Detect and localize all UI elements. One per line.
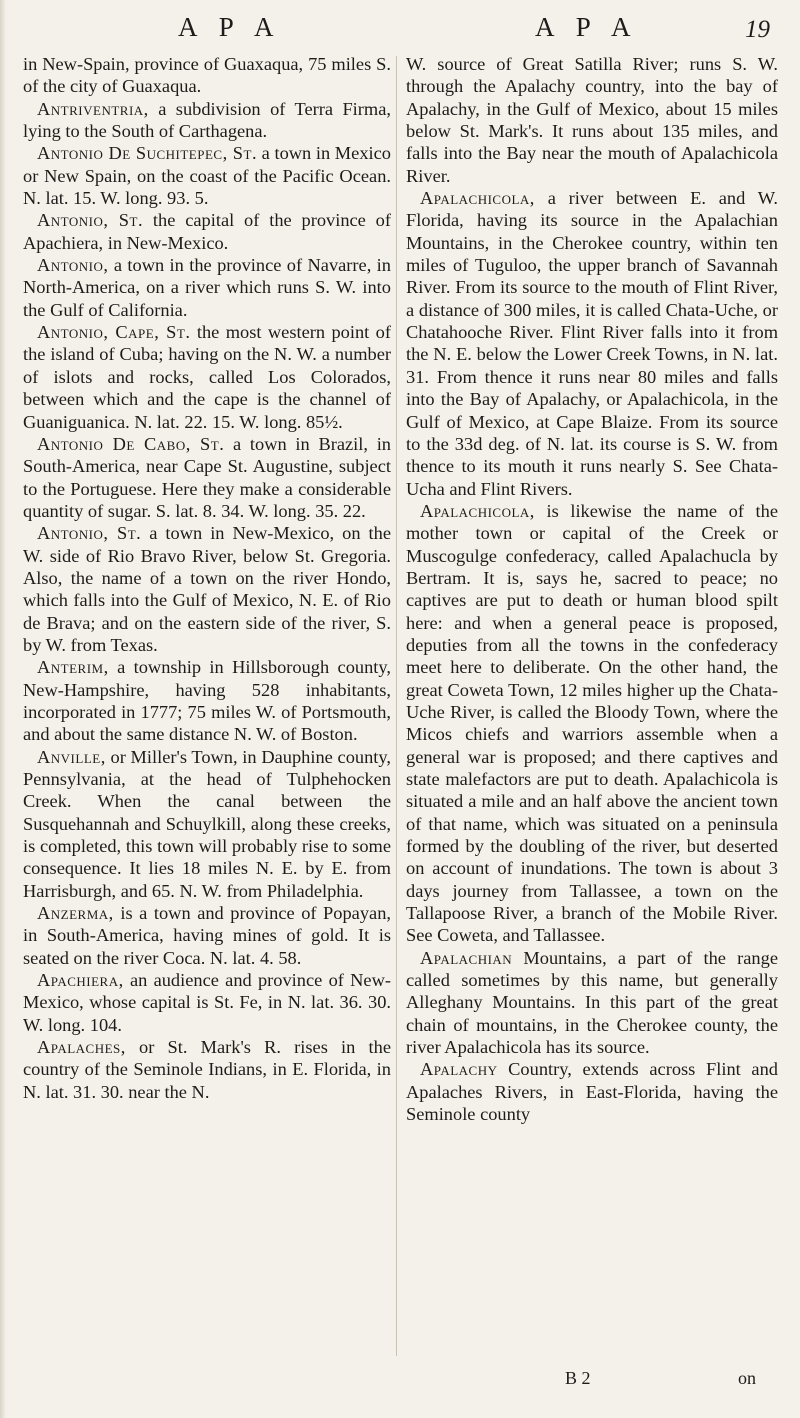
dictionary-entry <box>23 321 391 433</box>
right-column <box>406 53 778 1126</box>
page-number: 19 <box>745 16 770 43</box>
entry-text: Mountains, a part of the range called sometimes by this name, but generally Alleghany Mountains. In this part of the great chain of mountains, in the Cherokee county, the river Apalachicola has its source. <box>406 947 778 1058</box>
dictionary-entry <box>23 522 391 656</box>
entry-headword: Apalachicola, <box>420 500 535 521</box>
entry-headword: Apalaches, <box>37 1037 126 1058</box>
entry-headword: Antonio De Suchitepec, St. <box>37 143 258 164</box>
dictionary-entry <box>406 53 778 187</box>
dictionary-entry <box>23 656 391 745</box>
entry-headword: Anzerma, <box>37 903 114 924</box>
entry-text: the capital of the province of Apachiera, in New-Mexico. <box>23 210 391 253</box>
entry-text: or St. Mark's R. rises in the country of the Seminole Indians, in E. Florida, in N. lat. 31. 30. near the N. <box>23 1037 391 1102</box>
entry-text: a town in the province of Navarre, in North-America, on a river which runs S. W. into the Gulf of California. <box>23 255 391 320</box>
entry-text: is a town and province of Popayan, in South-America, having mines of gold. It is seated on the river Coca. N. lat. 4. 58. <box>23 903 391 968</box>
entry-headword: Anville, <box>37 746 106 767</box>
entry-headword: Antonio De Cabo, St. <box>37 433 225 454</box>
dictionary-entry <box>23 1036 391 1103</box>
catchword: on <box>738 1368 756 1388</box>
entry-text: W. source of Great Satilla River; runs S. W. through the Apalachy country, into the bay of Apalachy, in the Gulf of Mexico, about 15 miles below St. Mark's. It runs about 135 miles, and falls into the Bay near the mouth of Apalachicola River. <box>406 54 778 186</box>
entry-headword: Antonio, <box>37 255 109 276</box>
entry-headword: Apachiera, <box>37 970 124 991</box>
dictionary-entry <box>23 433 391 522</box>
dictionary-entry <box>23 746 391 902</box>
dictionary-entry <box>23 142 391 209</box>
entry-headword: Apalachy <box>420 1059 498 1080</box>
dictionary-entry <box>23 209 391 254</box>
entry-headword: Antonio, St. <box>37 210 144 231</box>
dictionary-entry <box>23 53 391 98</box>
dictionary-entry <box>406 1058 778 1125</box>
entry-headword: Antonio, Cape, St. <box>37 322 191 343</box>
entry-headword: Apalachicola, <box>420 188 535 209</box>
entry-text: the most western point of the island of Cuba; having on the N. W. a number of islots and rocks, called Los Colorados, between which and the cape is the channel of Guaniguanica. N. lat. 22. 15. W. long. 85½. <box>23 322 391 432</box>
entry-text: is likewise the name of the mother town or capital of the Creek or Muscogulge confederacy, called Apalachucla by Bertram. It is, says he, sacred to peace; no captives are put to death or human blood spilt here: and when a general peace is proposed, deputies from all the towns in the confederacy meet here to deliberate. On the other hand, the great Coweta Town, 12 miles higher up the Chata-Uche River, is called the Bloody Town, where the Micos chiefs and warriors assemble when a general war is proposed; and there captives and state malefactors are put to death. Apalachicola is situated a mile and an half above the ancient town of that name, which was situated on a peninsula formed by the doubling of the river, but deserted on account of inundations. The town is about 3 days journey from Tallassee, a town on the Tallapoose River, a branch of the Mobile River. See Coweta, and Tallassee. <box>406 500 778 946</box>
entry-headword: Antriventria, <box>37 98 149 119</box>
dictionary-entry <box>406 187 778 500</box>
dictionary-entry <box>23 902 391 969</box>
dictionary-entry <box>23 254 391 321</box>
page-gutter-shadow <box>0 0 6 1418</box>
entry-text: a town in Mexico or New Spain, on the coast of the Pacific Ocean. N. lat. 15. W. long. 93. 5. <box>23 143 391 209</box>
entry-headword: Anterim, <box>37 657 109 678</box>
entry-text: an audience and province of New-Mexico, whose capital is St. Fe, in N. lat. 36. 30. W. long. 104. <box>23 970 391 1035</box>
entry-text: a town in New-Mexico, on the W. side of Rio Bravo River, below St. Gregoria. Also, the name of a town on the river Hondo, which falls into the Gulf of Mexico, N. E. of Rio de Brava; and on the eastern side of the river, S. by W. from Texas. <box>23 523 391 655</box>
entry-text: a town in Brazil, in South-America, near Cape St. Augustine, subject to the Portuguese. Here they make a considerable quantity of sugar. S. lat. 8. 34. W. long. 35. 22. <box>23 433 391 521</box>
left-column <box>23 53 391 1103</box>
signature-mark: B 2 <box>565 1368 591 1388</box>
entry-text: in New-Spain, province of Guaxaqua, 75 miles S. of the city of Guaxaqua. <box>23 54 391 97</box>
entry-text: a river between E. and W. Florida, having its source in the Apalachian Mountains, in the Cherokee country, within ten miles of Tuguloo, the upper branch of Savannah River. From its source to the mouth of Flint River, a distance of 300 miles, it is called Chata-Uche, or Chatahooche River. Flint River falls into it from the N. E. below the Lower Creek Towns, in N. lat. 31. From thence it runs near 80 miles and falls into the Bay of Apalachy, or Apalachicola, in the Gulf of Mexico, at Cape Blaize. From its source to the 33d deg. of N. lat. its course is S. W. from thence to its mouth it runs nearly S. See Chata-Ucha and Flint Rivers. <box>406 188 778 499</box>
entry-text: a township in Hillsborough county, New-Hampshire, having 528 inhabitants, incorporated in 1777; 75 miles W. of Portsmouth, and about the same distance N. W. of Boston. <box>23 657 391 745</box>
dictionary-entry <box>23 98 391 143</box>
column-divider <box>396 56 397 1356</box>
entry-headword: Antonio, St. <box>37 523 142 544</box>
header-left-title: A P A <box>178 12 282 42</box>
entry-text: a subdivision of Terra Firma, lying to the South of Carthagena. <box>23 98 391 142</box>
running-header <box>0 10 800 50</box>
entry-text: or Miller's Town, in Dauphine county, Pennsylvania, at the head of Tulphehocken Creek. When the canal between the Susquehannah and Schuylkill, along these creeks, is completed, this town will probably rise to some consequence. It lies 18 miles N. E. by E. from Harrisburgh, and 65. N. W. from Philadelphia. <box>23 746 391 901</box>
entry-text: Country, extends across Flint and Apalaches Rivers, in East-Florida, having the Seminole county <box>406 1059 778 1125</box>
dictionary-entry <box>23 969 391 1036</box>
dictionary-entry <box>406 947 778 1059</box>
entry-headword: Apalachian <box>420 947 513 968</box>
header-right-title: A P A <box>535 12 639 42</box>
dictionary-entry <box>406 500 778 947</box>
